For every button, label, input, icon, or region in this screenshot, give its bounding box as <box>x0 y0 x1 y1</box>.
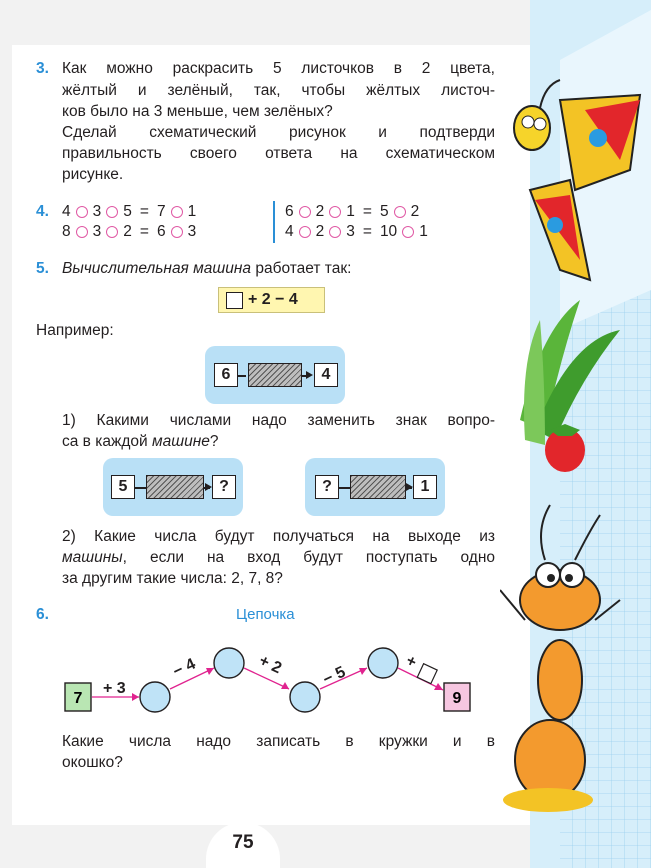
chain-circle-3 <box>290 682 320 712</box>
equation-term: 3 <box>92 223 102 240</box>
equation-term: 3 <box>92 203 102 220</box>
equation-term: = <box>362 223 372 240</box>
task6-question-1: Какие числа надо записать в кружки и в <box>62 733 495 750</box>
equation-term: 1 <box>419 223 428 240</box>
chain-step-4: − 5 <box>320 663 349 689</box>
example-input: 6 <box>214 363 238 387</box>
equation-term: 2 <box>123 223 132 240</box>
chain-arrowhead-1 <box>132 693 139 701</box>
chain-circle-2 <box>214 648 244 678</box>
task3-line-3: ков было на 3 меньше, чем зелёных? <box>62 103 333 120</box>
task3-line-5: правильность своего ответа на схематическом <box>62 145 495 162</box>
equation-term: 2 <box>315 203 325 220</box>
q2-line-2-rest: , если на вход будут поступать одно <box>122 549 495 566</box>
chain-step-1: + 3 <box>103 680 126 697</box>
task4-number: 4. <box>36 203 49 220</box>
machine-b-input: ? <box>315 475 339 499</box>
equation-term: 1 <box>346 203 355 220</box>
machine-a-input: 5 <box>111 475 135 499</box>
task5-intro-italic: Вычислительная машина <box>62 260 252 277</box>
q1-line-1: 1) Какими числами надо заменить знак вопро- <box>62 412 495 429</box>
equation-term: 10 <box>379 223 398 240</box>
chain-step-2: − 4 <box>170 655 199 681</box>
equation-term: 1 <box>187 203 197 220</box>
chain-step-5: + <box>403 652 419 672</box>
chain-circle-4 <box>368 648 398 678</box>
task3-number: 3. <box>36 60 49 77</box>
task6-question-2: окошко? <box>62 754 123 771</box>
task3-line-4: Сделай схематический рисунок и подтверди <box>62 124 495 141</box>
task5-number: 5. <box>36 260 49 277</box>
example-output: 4 <box>314 363 338 387</box>
equation-term: = <box>362 203 372 220</box>
chain-circle-1 <box>140 682 170 712</box>
equation-term: = <box>139 223 149 240</box>
page-number: 75 <box>206 822 280 868</box>
equation-term: 5 <box>379 203 389 220</box>
chain-start-value: 7 <box>73 690 83 707</box>
chain-step-3: + 2 <box>256 652 285 678</box>
equation-term: 6 <box>156 223 166 240</box>
q2-line-1: 2) Какие числа будут получаться на выходе из <box>62 528 495 545</box>
equation-term: 8 <box>62 223 71 240</box>
task3-line-6: рисунке. <box>62 166 124 183</box>
machine-a-output: ? <box>212 475 236 499</box>
task5-intro-rest: работает так: <box>255 260 352 277</box>
q1-end: ? <box>209 433 219 450</box>
chain-title: Цепочка <box>236 606 295 623</box>
task6-number: 6. <box>36 606 49 623</box>
chain-end-value: 9 <box>452 690 462 707</box>
equation-term: 7 <box>156 203 166 220</box>
q2-line-3: за другим такие числа: 2, 7, 8? <box>62 570 283 587</box>
machine-b-output: 1 <box>413 475 437 499</box>
q2-italic: машины <box>62 549 123 566</box>
task3-line-2: жёлтый и зелёный, так, чтобы жёлтых листоч- <box>62 82 495 99</box>
task3-line-1: Как можно раскрасить 5 листочков в 2 цвета, <box>62 60 495 77</box>
equation-term: 4 <box>285 223 294 240</box>
equation-term: 3 <box>346 223 355 240</box>
equation-term: 5 <box>123 203 132 220</box>
equation-term: 2 <box>410 203 420 220</box>
equation-term: 6 <box>285 203 294 220</box>
chain-window <box>417 664 437 684</box>
equation-term: 3 <box>187 223 197 240</box>
formula-text: + 2 − 4 <box>248 291 298 308</box>
example-label: Например: <box>36 322 114 339</box>
equation-term: 4 <box>62 203 71 220</box>
equation-term: = <box>139 203 149 220</box>
q1-italic: машине <box>151 433 210 450</box>
equation-term: 2 <box>315 223 325 240</box>
q1-line-2-start: са в каждой <box>62 433 148 450</box>
